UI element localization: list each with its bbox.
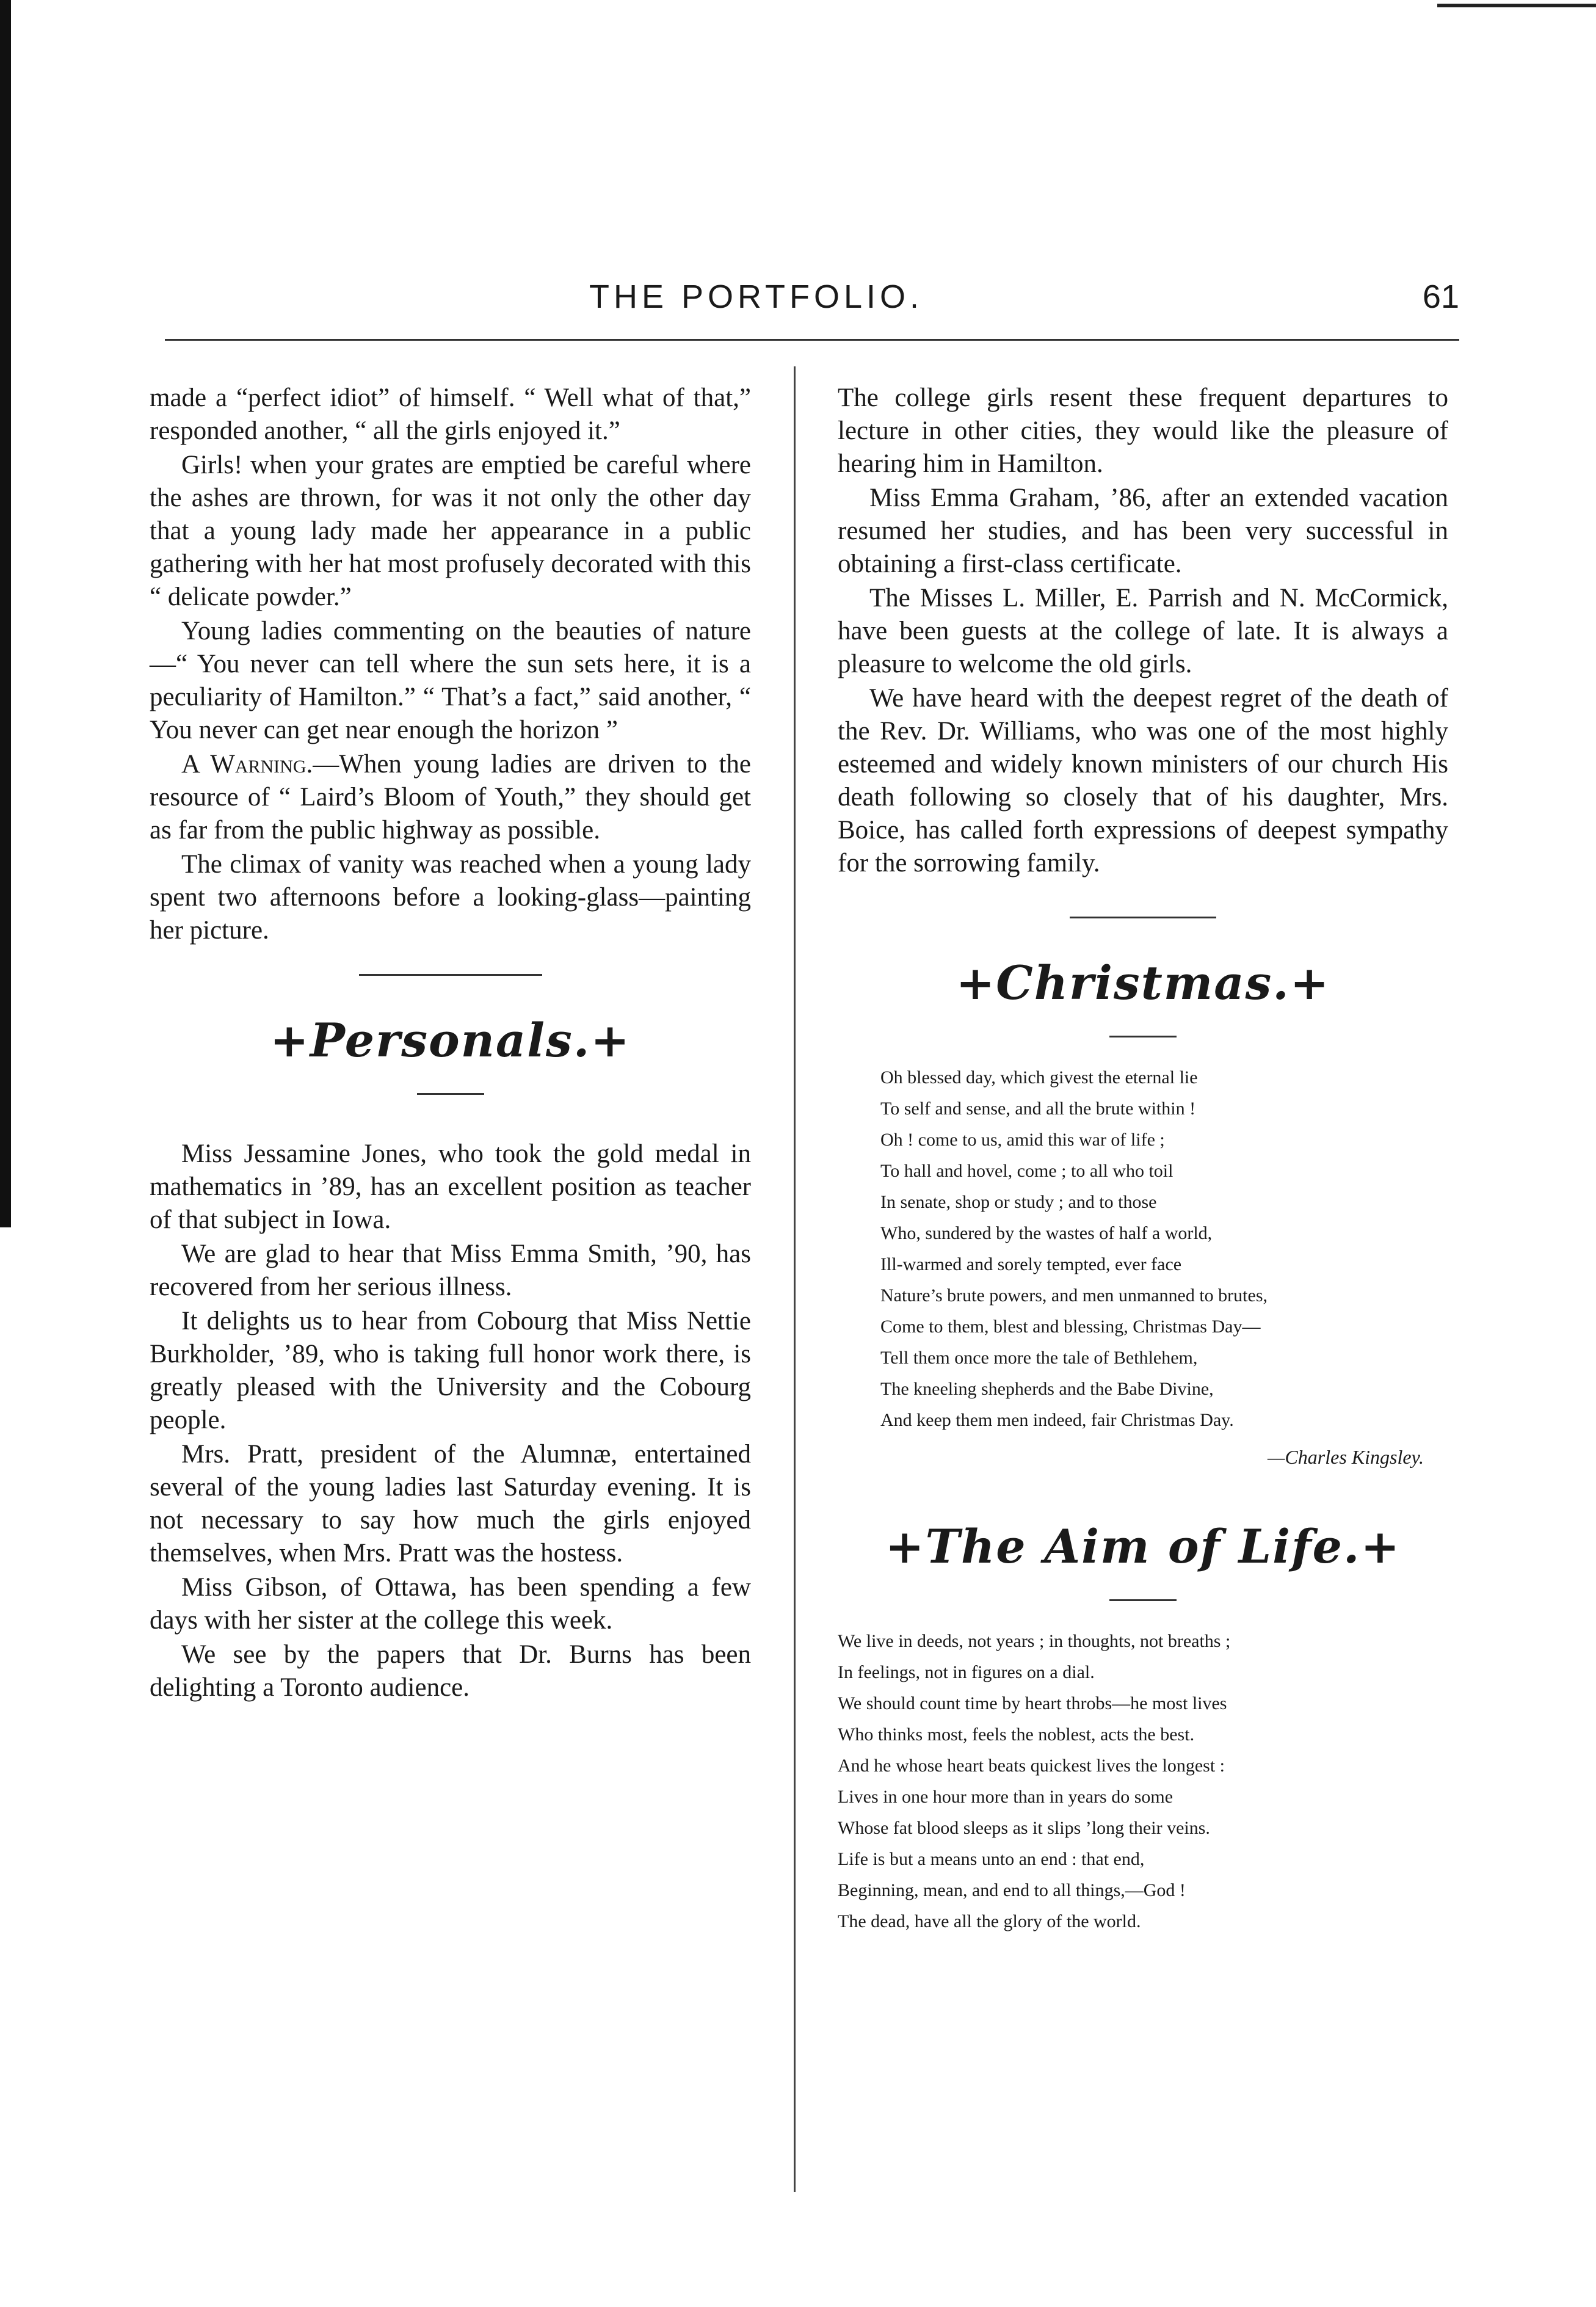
poem-line: Oh ! come to us, amid this war of life ; — [880, 1130, 1165, 1150]
aim-of-life-heading: +The Aim of Life.+ — [885, 1519, 1401, 1574]
paragraph: Miss Emma Graham, ’86, after an extended vacation resumed her studies, and has been very successful in obtaining a first-class certificate. — [838, 484, 1448, 578]
poem-line: Who, sundered by the wastes of half a world, — [880, 1223, 1213, 1243]
personals-heading: +Personals.+ — [270, 1013, 631, 1067]
poem-line: We live in deeds, not years ; in thoughts, not breaths ; — [838, 1631, 1231, 1651]
left-column — [150, 382, 751, 1706]
aim-of-life-poem — [838, 1626, 1448, 1937]
paragraph: The climax of vanity was reached when a young lady spent two afternoons before a looking-glass—painting her picture. — [150, 850, 751, 945]
journal-title: THE PORTFOLIO. — [589, 278, 924, 315]
personal-item: We see by the papers that Dr. Burns has been delighting a Toronto audience. — [150, 1640, 751, 1702]
poem-line: To self and sense, and all the brute within ! — [880, 1099, 1196, 1119]
christmas-heading: +Christmas.+ — [956, 956, 1330, 1010]
poem-line: The dead, have all the glory of the world. — [838, 1911, 1141, 1931]
poem-line: To hall and hovel, come ; to all who toil — [880, 1161, 1173, 1181]
poem-line: Tell them once more the tale of Bethlehem, — [880, 1348, 1198, 1368]
poem-line: In senate, shop or study ; and to those — [880, 1192, 1157, 1212]
column-divider — [794, 366, 796, 2192]
personal-item: Miss Gibson, of Ottawa, has been spending a few days with her sister at the college this week. — [150, 1573, 751, 1635]
scan-edge-bar — [0, 0, 11, 1227]
christmas-poem — [880, 1062, 1448, 1436]
poem-line: Come to them, blest and blessing, Christmas Day— — [880, 1317, 1261, 1337]
paragraph: We have heard with the deepest regret of the death of the Rev. Dr. Williams, who was one of the most highly esteemed and widely known ministers of our church His death following so closely that of his daughter, Mrs. Boice, has called forth expressions of deepest sympathy for the sorrowing family. — [838, 684, 1448, 877]
poem-line: Whose fat blood sleeps as it slips ’long their veins. — [838, 1818, 1210, 1838]
paragraph: Girls! when your grates are emptied be careful where the ashes are thrown, for was it not only the other day that a young lady made her appearance in a public gathering with her hat most profusely decorated with this “ delicate powder.” — [150, 451, 751, 611]
section-rule — [1109, 1599, 1177, 1601]
poem-line: Beginning, mean, and end to all things,—God ! — [838, 1880, 1186, 1900]
personal-item: We are glad to hear that Miss Emma Smith, ’90, has recovered from her serious illness. — [150, 1240, 751, 1301]
scan-top-line — [1437, 4, 1596, 7]
poem-line: We should count time by heart throbs—he most lives — [838, 1693, 1227, 1713]
paragraph — [150, 748, 751, 847]
poem-line: The kneeling shepherds and the Babe Divine, — [880, 1379, 1214, 1399]
personal-item: Miss Jessamine Jones, who took the gold medal in mathematics in ’89, has an excellent position as teacher of that subject in Iowa. — [150, 1139, 751, 1234]
warning-label: A Warning. — [181, 750, 313, 779]
page-header — [147, 278, 1459, 327]
poem-line: Oh blessed day, which givest the eternal lie — [880, 1067, 1198, 1088]
poem-line: Life is but a means unto an end : that end, — [838, 1849, 1145, 1869]
paragraph: The college girls resent these frequent departures to lecture in other cities, they would like the pleasure of hearing him in Hamilton. — [838, 383, 1448, 478]
header-rule — [165, 339, 1459, 341]
poem-line: And he whose heart beats quickest lives the longest : — [838, 1756, 1225, 1776]
poem-line: Lives in one hour more than in years do some — [838, 1787, 1173, 1807]
section-rule — [1109, 1036, 1177, 1037]
page-number: 61 — [1422, 278, 1459, 315]
poem-line: Nature’s brute powers, and men unmanned to brutes, — [880, 1285, 1268, 1306]
personal-item: It delights us to hear from Cobourg that Miss Nettie Burkholder, ’89, who is taking full honor work there, is greatly pleased with the University and the Cobourg people. — [150, 1307, 751, 1434]
paragraph: The Misses L. Miller, E. Parrish and N. McCormick, have been guests at the college of late. It is always a pleasure to welcome the old girls. — [838, 584, 1448, 678]
poem-line: In feelings, not in figures on a dial. — [838, 1662, 1095, 1682]
personal-item: Mrs. Pratt, president of the Alumnæ, entertained several of the young ladies last Saturday evening. It is not necessary to say how much the girls enjoyed themselves, when Mrs. Pratt was the hostess. — [150, 1440, 751, 1568]
poem-attribution: —Charles Kingsley. — [1267, 1446, 1424, 1468]
section-rule — [359, 974, 542, 976]
poem-line: Ill-warmed and sorely tempted, ever face — [880, 1254, 1182, 1274]
section-rule — [1070, 917, 1216, 918]
right-column — [838, 382, 1448, 1937]
poem-line: Who thinks most, feels the noblest, acts the best. — [838, 1724, 1195, 1745]
paragraph: made a “perfect idiot” of himself. “ Well what of that,” responded another, “ all the girls enjoyed it.” — [150, 383, 751, 445]
poem-line: And keep them men indeed, fair Christmas Day. — [880, 1410, 1234, 1430]
section-rule — [417, 1093, 484, 1095]
paragraph: Young ladies commenting on the beauties of nature—“ You never can tell where the sun sets here, it is a peculiarity of Hamilton.” “ That’s a fact,” said another, “ You never can get near enough the horizon ” — [150, 617, 751, 744]
warning-text: —When young ladies are driven to the resource of “ Laird’s Bloom of Youth,” they should get as far from the public highway as possible. — [150, 750, 751, 845]
